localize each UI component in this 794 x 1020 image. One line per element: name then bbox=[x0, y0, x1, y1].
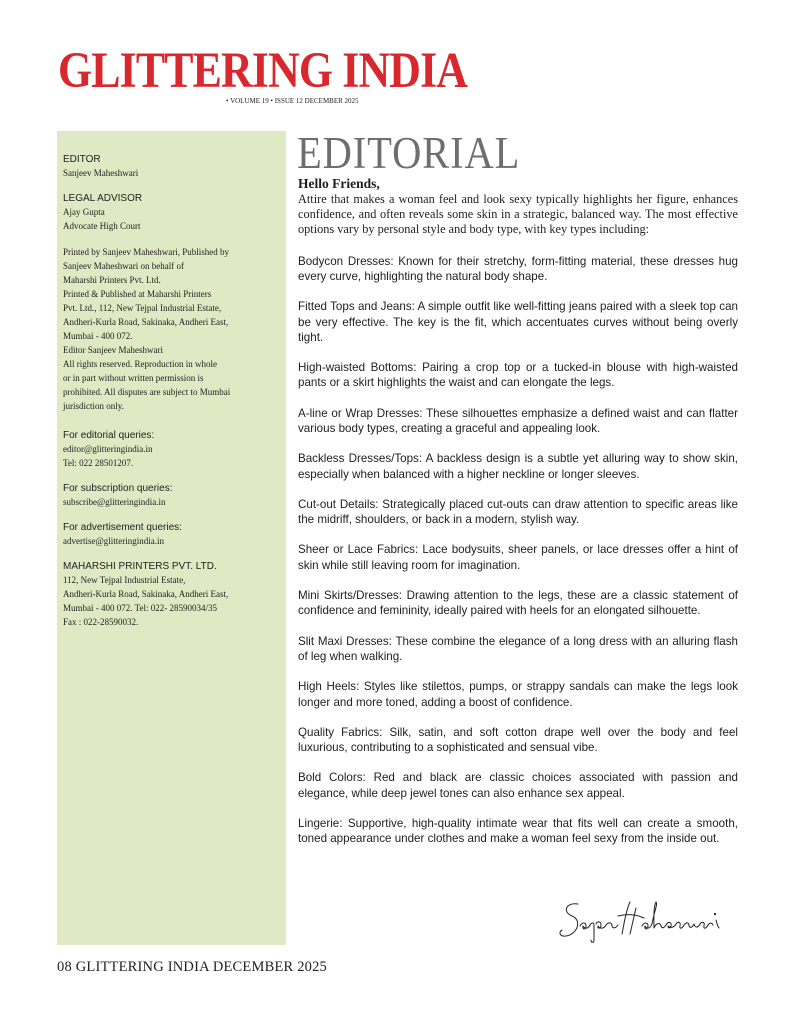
imprint-line: All rights reserved. Reproduction in whole bbox=[63, 359, 217, 369]
greeting: Hello Friends, bbox=[298, 176, 380, 191]
paragraph: Backless Dresses/Tops: A backless design is a subtle yet alluring way to show skin, especially when balanced with a higher neckline or longer sleeves. bbox=[298, 452, 738, 481]
paragraph: Fitted Tops and Jeans: A simple outfit like well-fitting jeans paired with a sleek top can be very effective. The key is the fit, which accentuates curves without being overly tight. bbox=[298, 300, 738, 344]
paragraph: Bodycon Dresses: Known for their stretchy, form-fitting material, these dresses hug every curve, highlighting the natural body shape. bbox=[298, 254, 738, 283]
intro-paragraph: Attire that makes a woman feel and look sexy typically highlights her figure, enhances confidence, and often reveals some skin in a strategic, balanced way. The most effective options vary by personal style and body type, with key types including: bbox=[298, 192, 738, 237]
imprint-line: or in part without written permission is bbox=[63, 373, 204, 383]
advertisement-queries-heading: For advertisement queries: bbox=[63, 522, 182, 533]
editor-name: Sanjeev Maheshwari bbox=[63, 168, 139, 178]
imprint-notice bbox=[63, 245, 280, 413]
editorial-email: editor@glitteringindia.in bbox=[63, 444, 153, 454]
printer-address-line: Andheri-Kurla Road, Sakinaka, Andheri East, bbox=[63, 589, 229, 599]
printer-address-line: 112, New Tejpal Industrial Estate, bbox=[63, 575, 186, 585]
printer-heading: MAHARSHI PRINTERS PVT. LTD. bbox=[63, 561, 217, 572]
imprint-line: Pvt. Ltd., 112, New Tejpal Industrial Estate, bbox=[63, 303, 222, 313]
printer-address-line: Fax : 022-28590032. bbox=[63, 617, 139, 627]
imprint-line: jurisdiction only. bbox=[63, 401, 124, 411]
imprint-line: Maharshi Printers Pvt. Ltd. bbox=[63, 275, 161, 285]
paragraph: High Heels: Styles like stilettos, pumps, or strappy sandals can make the legs look longer and more toned, adding a boost of confidence. bbox=[298, 680, 738, 709]
editorial-queries-heading: For editorial queries: bbox=[63, 430, 155, 441]
paragraph: Cut-out Details: Strategically placed cut-outs can draw attention to specific areas like the midriff, shoulders, or back in a modern, stylish way. bbox=[298, 497, 738, 527]
issue-line: • VOLUME 19 • ISSUE 12 DECEMBER 2025 bbox=[226, 97, 359, 105]
editorial-phone: Tel: 022 28501207. bbox=[63, 458, 134, 468]
imprint-line: Sanjeev Maheshwari on behalf of bbox=[63, 261, 184, 271]
editorial-body bbox=[298, 176, 738, 862]
editor-signature bbox=[556, 896, 740, 946]
paragraph: Quality Fabrics: Silk, satin, and soft cotton drape well over the body and feel luxurious, contributing to a sophisticated and sensual vibe. bbox=[298, 725, 738, 755]
imprint-line: Andheri-Kurla Road, Sakinaka, Andheri East, bbox=[63, 317, 229, 327]
imprint-line: Printed & Published at Maharshi Printers bbox=[63, 289, 212, 299]
paragraph: Bold Colors: Red and black are classic choices associated with passion and elegance, while deep jewel tones can also enhance sex appeal. bbox=[298, 771, 738, 800]
advertisement-email: advertise@glitteringindia.in bbox=[63, 536, 165, 546]
paragraph: A-line or Wrap Dresses: These silhouettes emphasize a defined waist and can flatter various body types, creating a graceful and appealing look. bbox=[298, 406, 738, 435]
legal-advisor-name: Ajay Gupta bbox=[63, 207, 105, 217]
editorial-title: EDITORIAL bbox=[297, 128, 521, 178]
page-footer: 08 GLITTERING INDIA DECEMBER 2025 bbox=[57, 959, 327, 975]
legal-advisor-heading: LEGAL ADVISOR bbox=[63, 193, 143, 204]
imprint-line: Editor Sanjeev Maheshwari bbox=[63, 345, 163, 355]
subscription-email: subscribe@glitteringindia.in bbox=[63, 497, 166, 507]
editor-heading: EDITOR bbox=[63, 154, 101, 165]
imprint-line: Printed by Sanjeev Maheshwari, Published by bbox=[63, 247, 229, 257]
paragraph: Mini Skirts/Dresses: Drawing attention to the legs, these are a classic statement of confidence and femininity, ideally paired with heels for an elongated silhouette. bbox=[298, 589, 738, 618]
paragraph: Lingerie: Supportive, high-quality intimate wear that fits well can create a smooth, toned appearance under clothes and make a woman feel sexy from the inside out. bbox=[298, 817, 738, 846]
legal-advisor-title: Advocate High Court bbox=[63, 221, 141, 231]
imprint-line: Mumbai - 400 072. bbox=[63, 331, 133, 341]
paragraph: Slit Maxi Dresses: These combine the elegance of a long dress with an alluring flash of leg when walking. bbox=[298, 634, 738, 663]
paragraph: Sheer or Lace Fabrics: Lace bodysuits, sheer panels, or lace dresses offer a hint of skin while still leaving room for imagination. bbox=[298, 543, 738, 572]
masthead-logo: GLITTERING INDIA bbox=[58, 43, 468, 99]
imprint-line: prohibited. All disputes are subject to Mumbai bbox=[63, 387, 231, 397]
paragraph: High-waisted Bottoms: Pairing a crop top or a tucked-in blouse with high-waisted pants or a skirt highlights the waist and can elongate the legs. bbox=[298, 361, 738, 390]
subscription-queries-heading: For subscription queries: bbox=[63, 483, 173, 494]
credits-sidebar bbox=[57, 131, 286, 945]
printer-address-line: Mumbai - 400 072. Tel: 022- 28590034/35 bbox=[63, 603, 217, 613]
